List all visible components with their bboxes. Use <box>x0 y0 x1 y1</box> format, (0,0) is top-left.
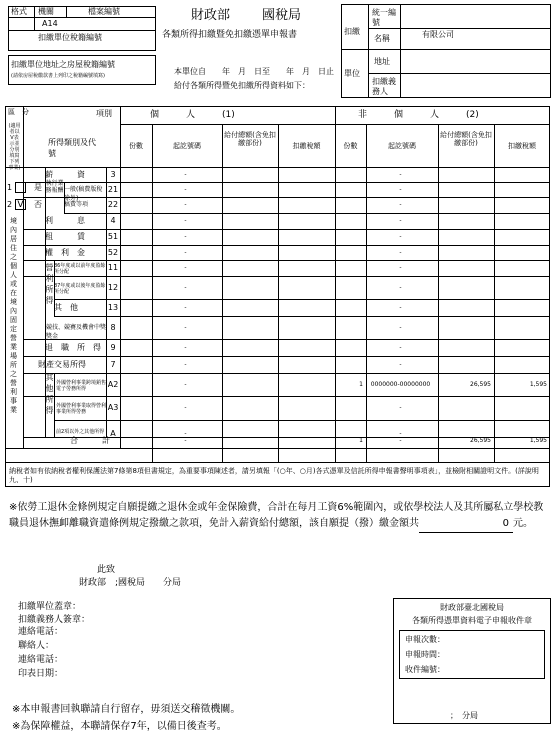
table-footnote: 納稅者如有依納稅者權利保護法第7條第8項但書規定，為重要事項陳述者，請另填報「(○年、○月)各式憑單及信託所得申報書聲明事項表」，並檢附相關證明文件。(詳說明九、十) <box>9 467 539 484</box>
row-label: 前2項以外之其他所得 <box>56 429 105 435</box>
cell-n-range: - <box>399 303 402 311</box>
form-code: A14 <box>42 19 58 28</box>
cell-r-range: - <box>184 404 187 411</box>
form-value: 機關 <box>38 7 54 16</box>
cell-n-range: - <box>399 404 402 411</box>
cell-r-range: - <box>184 380 187 388</box>
row-label: 競技、競賽及機會中獎獎金 <box>46 323 107 340</box>
unit-label: 單位 <box>344 69 360 78</box>
cell-n-range: - <box>399 360 402 368</box>
row-label: 外國營利事業跨境銷售電子勞務所得 <box>56 379 107 392</box>
signature-line[interactable]: 印表日期： <box>18 669 64 679</box>
addressee-line2: 財政部 ;國稅局 分局 <box>79 578 182 588</box>
notice-unit: 元。 <box>513 518 533 529</box>
notice-amount[interactable]: 0 <box>419 516 513 533</box>
row-code: A3 <box>107 403 119 412</box>
signature-line[interactable]: 扣繳義務人簽章： <box>18 615 91 625</box>
cell-n-tax: 1,595 <box>529 380 547 388</box>
total-label: 合 計 <box>70 436 110 445</box>
cell-n-range: - <box>399 343 402 351</box>
cell-r-range: - <box>184 283 187 291</box>
receipt-branch: ； 分局 <box>450 711 478 720</box>
col-header-total-nonresident: 給付總額(含免扣繳部份) <box>440 131 492 147</box>
side-note: (適用者以V表示並分別填寫下列事業) <box>8 123 21 171</box>
pension-notice <box>9 500 549 533</box>
row-label: 稿費等項 <box>64 201 89 208</box>
row-code: 4 <box>110 216 116 225</box>
form-id-box <box>8 6 156 51</box>
cell-r-range: - <box>184 170 187 178</box>
col-header-range-resident: 起訖號碼 <box>173 142 201 150</box>
row-label: 86年度或以前年度盈餘所分配 <box>54 263 106 275</box>
withholder-label: 扣繳 <box>344 27 360 36</box>
row-code: 9 <box>110 342 116 352</box>
total-n-range: - <box>399 437 402 444</box>
cell-n-count: 1 <box>359 380 363 388</box>
resident-no-checkbox[interactable]: V <box>15 199 26 210</box>
other-label: 其他所得 <box>45 373 54 415</box>
address-tax-label: 扣繳單位地址之房屋稅籍編號 <box>11 60 115 69</box>
name-value: 有限公司 <box>422 30 454 39</box>
cell-r-range: - <box>184 217 187 224</box>
period-line2: 給付各類所得暨免扣繳所得資料如下： <box>174 81 310 90</box>
row-code: 11 <box>107 263 119 272</box>
row-label: 租 賃 <box>45 232 85 241</box>
cell-r-range: - <box>184 323 187 331</box>
addressee-line1: 此致 <box>97 565 116 575</box>
row-label: 87年度或以後年度盈餘所分配 <box>54 282 106 295</box>
uniform-no-label: 統一編號 <box>372 8 396 27</box>
row-label: 退 職 所 得 <box>45 342 101 352</box>
col-header-tax-nonresident: 扣繳稅額 <box>508 142 536 150</box>
col-header-count-nonresident: 份數 <box>343 142 358 150</box>
ministry-title: 財政部 <box>191 8 231 23</box>
resident-yes-num: 1 <box>7 183 13 192</box>
receipt-subtitle: 各類所得憑單資料電子申報收件章 <box>412 616 532 625</box>
unit-id-label: 扣繳單位稅籍編號 <box>38 33 102 42</box>
residency-note: 境內居住之個人或在境內固定營業場所之營利事業 <box>10 217 17 414</box>
row-code: 7 <box>110 359 116 369</box>
address-tax-note: (請依房屋稅繳款書上列印之稅籍編號填寫) <box>11 73 105 79</box>
signature-line[interactable]: 聯絡人： <box>18 641 55 651</box>
total-r-range: - <box>184 437 187 444</box>
resident-no-label: 否 <box>34 200 42 209</box>
row-code: A2 <box>107 379 119 389</box>
col-header-total-resident: 給付總額(含免扣繳部份) <box>224 131 276 147</box>
signature-line[interactable]: 連絡電話： <box>18 655 64 665</box>
row-code: 21 <box>107 184 119 194</box>
cell-n-range: - <box>399 283 402 291</box>
cell-r-range: - <box>184 185 187 193</box>
signature-line[interactable]: 扣繳單位蓋章： <box>18 602 82 612</box>
cell-n-range: - <box>399 323 402 331</box>
row-code: A <box>110 429 116 438</box>
cell-n-range: - <box>399 201 402 208</box>
cell-r-range: - <box>184 360 187 368</box>
cell-n-range: - <box>399 248 402 256</box>
cell-r-range: - <box>184 303 187 311</box>
name-label: 名稱 <box>374 34 390 43</box>
row-label: 財產交易所得 <box>38 359 86 369</box>
period-line: 本單位自 年 月 日至 年 月 日止 <box>174 67 334 76</box>
section-label: 區 分 <box>8 108 29 116</box>
resident-yes-checkbox[interactable] <box>15 182 26 193</box>
cell-r-range: - <box>184 343 187 351</box>
cell-n-total: 26,595 <box>470 380 491 388</box>
obligor-label: 扣繳義務人 <box>372 77 396 96</box>
receipt-number-label: 收件編號： <box>405 665 445 674</box>
cell-n-range: - <box>399 430 402 437</box>
cell-n-range: - <box>399 264 402 271</box>
category-label: 所得類別及代號 <box>48 138 96 158</box>
col-header-tax-resident: 扣繳稅額 <box>292 142 321 150</box>
nonresident-label: 非 個 人 (2) <box>358 110 479 120</box>
note-1: ※本申報書回執聯請自行留存，毋須送交稽徵機關。 <box>12 704 241 715</box>
form-title: 各類所得扣繳暨免扣繳憑單申報書 <box>162 30 298 40</box>
notice-text: ※依勞工退休金條例規定自願提繳之退休金或年金保險費，合計在每月工資6%範圍內，或依學校法人及其所屬私立學校教職員退休撫卹離職資遣條例規定撥繳之款項，免計入薪資給付總額，該自願提（撥）繳金額共 <box>9 502 544 529</box>
row-code: 3 <box>110 169 116 179</box>
row-code: 51 <box>107 232 119 241</box>
cell-r-range: - <box>184 201 187 208</box>
receipt-time-label: 申報時間： <box>405 650 445 659</box>
total-n-total: 26,595 <box>470 437 491 444</box>
cell-r-range: - <box>184 430 187 437</box>
cell-n-range: - <box>399 233 402 240</box>
total-n-count: 1 <box>359 437 363 444</box>
row-label: 權 利 金 <box>45 247 85 257</box>
resident-label: 個 人 (1) <box>150 110 235 120</box>
row-label: 外國營利事業取得營利事業所得勞務 <box>56 403 107 415</box>
code-label: 檔案編號 <box>88 7 120 16</box>
cell-n-range: - <box>399 185 402 193</box>
cell-n-range: - <box>399 170 402 178</box>
col-header-count-resident: 份數 <box>129 142 143 150</box>
bureau-title: 國稅局 <box>262 8 302 23</box>
row-code: 22 <box>107 200 119 209</box>
cell-n-range: - <box>399 217 402 224</box>
row-code: 8 <box>110 322 116 332</box>
row-code: 13 <box>107 302 119 312</box>
row-label: 利 息 <box>45 216 85 225</box>
cell-r-range: - <box>184 248 187 256</box>
note-2: ※為保障權益，本聯請保存7年，以備日後查考。 <box>12 721 227 732</box>
resident-no-num: 2 <box>7 200 13 209</box>
exec-label: 執行業務報酬 <box>45 180 64 194</box>
address-label: 地址 <box>374 57 390 66</box>
col-header-range-nonresident: 起訖號碼 <box>388 142 416 150</box>
cell-r-range: - <box>184 233 187 240</box>
cell-n-range: 0000000-00000000 <box>370 380 431 388</box>
item-label: 項別 <box>96 109 112 118</box>
row-code: 12 <box>107 282 119 292</box>
profit-label: 營利所得 <box>45 263 54 305</box>
signature-line[interactable]: 連絡電話： <box>18 627 64 637</box>
receipt-count-label: 申報次數： <box>405 635 445 644</box>
total-n-tax: 1,595 <box>529 437 547 444</box>
receipt-title: 財政部臺北國稅局 <box>440 603 504 612</box>
form-label: 格式 <box>11 7 27 16</box>
row-label: 一般(稿費版稅除外) <box>64 185 103 202</box>
row-code: 52 <box>107 247 119 257</box>
cell-r-range: - <box>184 264 187 271</box>
row-label: 薪 資 <box>45 169 85 179</box>
row-label: 其 他 <box>54 302 78 312</box>
resident-yes-label: 是 <box>34 183 42 192</box>
